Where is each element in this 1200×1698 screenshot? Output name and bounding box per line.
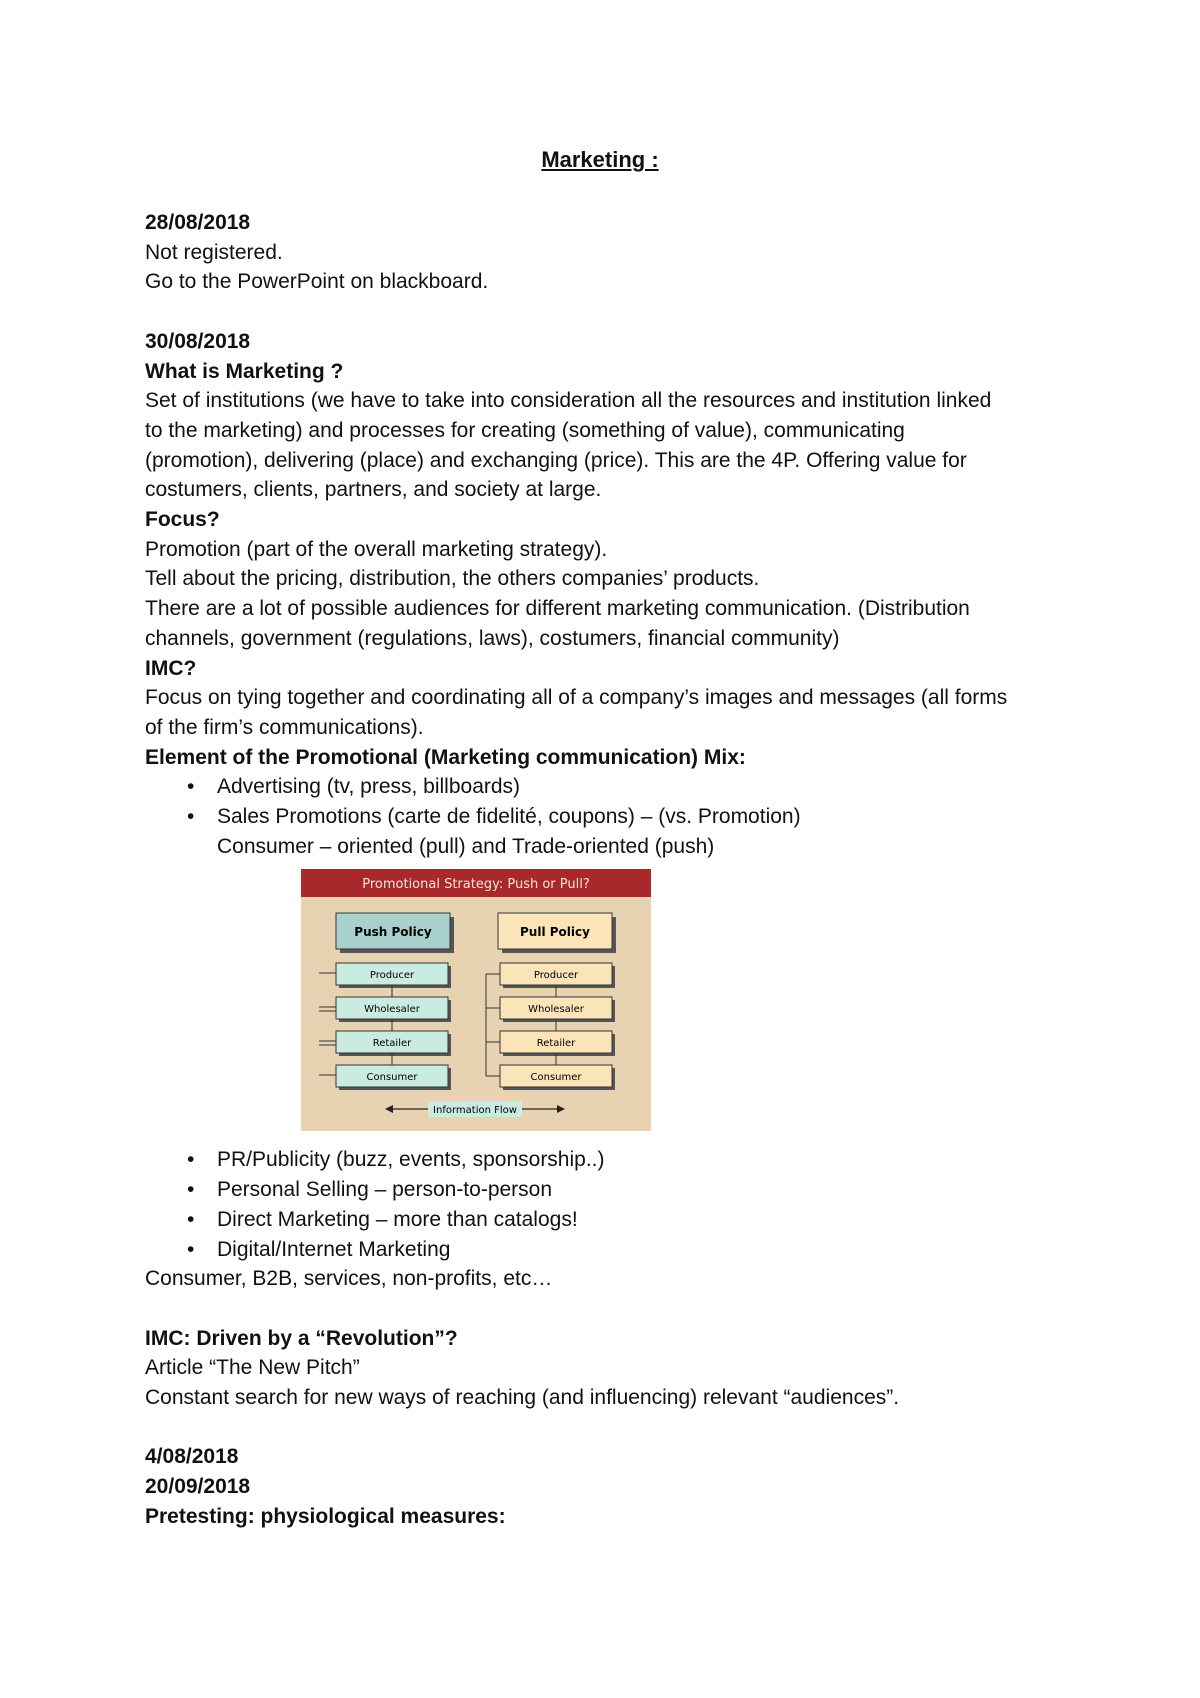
date-heading: 4/08/2018: [145, 1445, 239, 1469]
text-line: Go to the PowerPoint on blackboard.: [145, 270, 489, 294]
push-chain-label: Consumer: [366, 1072, 418, 1084]
text-line: Set of institutions (we have to take into consideration all the resources and institution linked: [145, 389, 992, 413]
text-line: There are a lot of possible audiences for different marketing communication. (Distribution: [145, 597, 970, 621]
bullet-icon: •: [187, 805, 195, 829]
pull-chain-label: Producer: [533, 970, 579, 982]
section-heading: What is Marketing ?: [145, 359, 344, 383]
date-heading: 20/09/2018: [145, 1475, 251, 1499]
text-line: (promotion), delivering (place) and exchanging (price). This are the 4P. Offering value for: [145, 448, 967, 472]
push-chain-label: Retailer: [372, 1038, 412, 1050]
pull-chain-label: Retailer: [536, 1038, 576, 1050]
text-line: costumers, clients, partners, and society at large.: [145, 478, 602, 502]
section-heading: Focus?: [145, 508, 220, 532]
document-body: [145, 208, 1065, 1532]
text-line: Article “The New Pitch”: [145, 1356, 360, 1380]
text-line: of the firm’s communications).: [145, 715, 424, 739]
push-chain-label: Wholesaler: [364, 1004, 420, 1016]
text-line: Focus on tying together and coordinating all of a company’s images and messages (all forms: [145, 686, 1008, 710]
bullet-icon: •: [187, 1207, 195, 1231]
list-item: • Digital/Internet Marketing: [145, 1235, 1065, 1265]
list-item: • PR/Publicity (buzz, events, sponsorship..): [145, 1145, 1065, 1175]
text-line: Constant search for new ways of reaching (and influencing) relevant “audiences”.: [145, 1386, 900, 1410]
list-item: • Direct Marketing – more than catalogs!: [145, 1205, 1065, 1235]
section-heading: IMC: Driven by a “Revolution”?: [145, 1326, 458, 1350]
push-chain-label: Producer: [369, 970, 415, 982]
text-line: Consumer – oriented (pull) and Trade-oriented (push): [217, 834, 715, 858]
text-line: Promotion (part of the overall marketing strategy).: [145, 537, 608, 561]
pull-chain-label: Wholesaler: [528, 1004, 584, 1016]
figure-title: Promotional Strategy: Push or Pull?: [362, 877, 590, 893]
bullet-icon: •: [187, 775, 195, 799]
page-title: Marketing :: [541, 147, 659, 172]
date-heading: 30/08/2018: [145, 329, 251, 353]
text-line: Tell about the pricing, distribution, the others companies’ products.: [145, 567, 760, 591]
push-policy-label: Push Policy: [354, 925, 432, 940]
bullet-icon: •: [187, 1237, 195, 1261]
text-line: Not registered.: [145, 240, 283, 264]
bullet-icon: •: [187, 1148, 195, 1172]
text-line: Consumer, B2B, services, non-profits, etc…: [145, 1267, 553, 1291]
list-item: • Sales Promotions (carte de fidelité, coupons) – (vs. Promotion): [145, 802, 1065, 832]
text-line: channels, government (regulations, laws), costumers, financial community): [145, 626, 840, 650]
section-heading: IMC?: [145, 656, 197, 680]
text-line: to the marketing) and processes for creating (something of value), communicating: [145, 418, 905, 442]
list-item: • Personal Selling – person-to-person: [145, 1175, 1065, 1205]
information-flow-label: Information Flow: [433, 1105, 517, 1117]
section-heading: Element of the Promotional (Marketing communication) Mix:: [145, 745, 746, 769]
date-heading: 28/08/2018: [145, 211, 251, 234]
section-heading: Pretesting: physiological measures:: [145, 1504, 506, 1528]
bullet-icon: •: [187, 1178, 195, 1202]
pull-chain-label: Consumer: [530, 1072, 582, 1084]
push-pull-diagram: [301, 869, 651, 1131]
pull-policy-label: Pull Policy: [520, 925, 590, 940]
list-item: • Advertising (tv, press, billboards): [145, 772, 1065, 802]
